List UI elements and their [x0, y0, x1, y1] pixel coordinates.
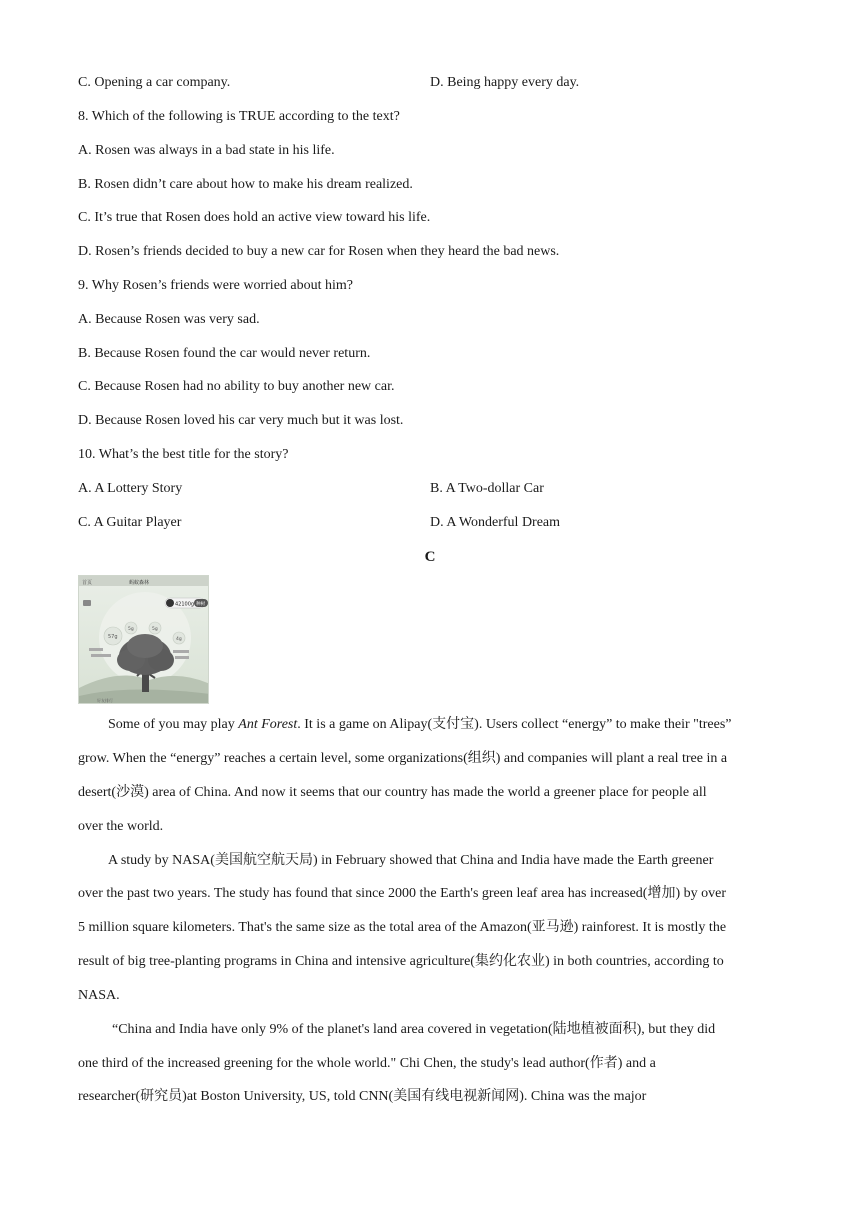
friends-label: 好友排行	[97, 698, 113, 703]
back-label: 首页	[82, 580, 93, 586]
q10-option-c: C. A Guitar Player	[78, 515, 182, 530]
passage-p3-line1: “China and India have only 9% of the planet's land area covered in vegetation(陆地植被面积), but they did	[112, 1022, 716, 1037]
passage-p2-line1: A study by NASA(美国航空航天局) in February showed that China and India have made the Earth greener	[108, 853, 714, 868]
q9-option-c: C. Because Rosen had no ability to buy another new car.	[78, 379, 395, 394]
q9-option-b: B. Because Rosen found the car would never return.	[78, 346, 371, 361]
q10-option-d: D. A Wonderful Dream	[430, 515, 561, 530]
svg-text:种树: 种树	[196, 602, 205, 607]
q8-option-c: C. It’s true that Rosen does hold an active view toward his life.	[78, 210, 431, 225]
passage-p2-line5: NASA.	[78, 988, 120, 1003]
passage-p1-line1: Some of you may play Ant Forest. It is a game on Alipay(支付宝). Users collect “energy” to make their "trees”	[108, 717, 732, 732]
energy-icon	[166, 599, 174, 607]
passage-p2-line2: over the past two years. The study has found that since 2000 the Earth's green leaf area has increased(增加) by over	[78, 886, 726, 901]
passage-p2-line3: 5 million square kilometers. That's the same size as the total area of the Amazon(亚马逊) rainforest. It is mostly the	[78, 920, 727, 935]
section-heading: C	[424, 549, 436, 565]
q9-option-a: A. Because Rosen was very sad.	[78, 312, 260, 327]
q8-option-b: B. Rosen didn’t care about how to make his dream realized.	[78, 177, 413, 192]
passage-p1-line2: grow. When the “energy” reaches a certain level, some organizations(组织) and companies will plant a real tree in a	[78, 751, 728, 766]
energy-value: 42100g	[175, 601, 195, 608]
q10-question: 10. What’s the best title for the story?	[78, 447, 289, 462]
bag-icon	[83, 600, 91, 606]
passage-p3-line2: one third of the increased greening for the whole world." Chi Chen, the study's lead author(作者) and a	[78, 1056, 656, 1071]
q8-option-d: D. Rosen’s friends decided to buy a new car for Rosen when they heard the bad news.	[78, 244, 560, 259]
ant-forest-illustration	[79, 576, 209, 704]
q9-question: 9. Why Rosen’s friends were worried about him?	[78, 278, 354, 293]
svg-text:57g: 57g	[108, 634, 118, 640]
q10-option-a: A. A Lottery Story	[78, 481, 183, 496]
q8-question: 8. Which of the following is TRUE according to the text?	[78, 109, 400, 124]
q7-option-c: C. Opening a car company.	[78, 75, 231, 90]
svg-text:4g: 4g	[176, 637, 182, 642]
q7-option-d: D. Being happy every day.	[430, 75, 580, 90]
q10-option-b: B. A Two-dollar Car	[430, 481, 544, 496]
q9-option-d: D. Because Rosen loved his car very much but it was lost.	[78, 413, 404, 428]
ant-forest-screenshot	[78, 575, 209, 704]
app-title: 蚂蚁森林	[129, 580, 150, 586]
passage-p2-line4: result of big tree-planting programs in China and intensive agriculture(集约化农业) in both countries, according to	[78, 954, 724, 969]
q8-option-a: A. Rosen was always in a bad state in his life.	[78, 143, 335, 158]
svg-text:5g: 5g	[128, 627, 134, 632]
svg-text:5g: 5g	[152, 627, 158, 632]
passage-p3-line3: researcher(研究员)at Boston University, US, told CNN(美国有线电视新闻网). China was the major	[78, 1089, 647, 1104]
passage-p1-line4: over the world.	[78, 819, 164, 834]
passage-p1-line3: desert(沙漠) area of China. And now it seems that our country has made the world a greener place for people all	[78, 785, 707, 800]
game-title: Ant Forest	[238, 717, 298, 732]
